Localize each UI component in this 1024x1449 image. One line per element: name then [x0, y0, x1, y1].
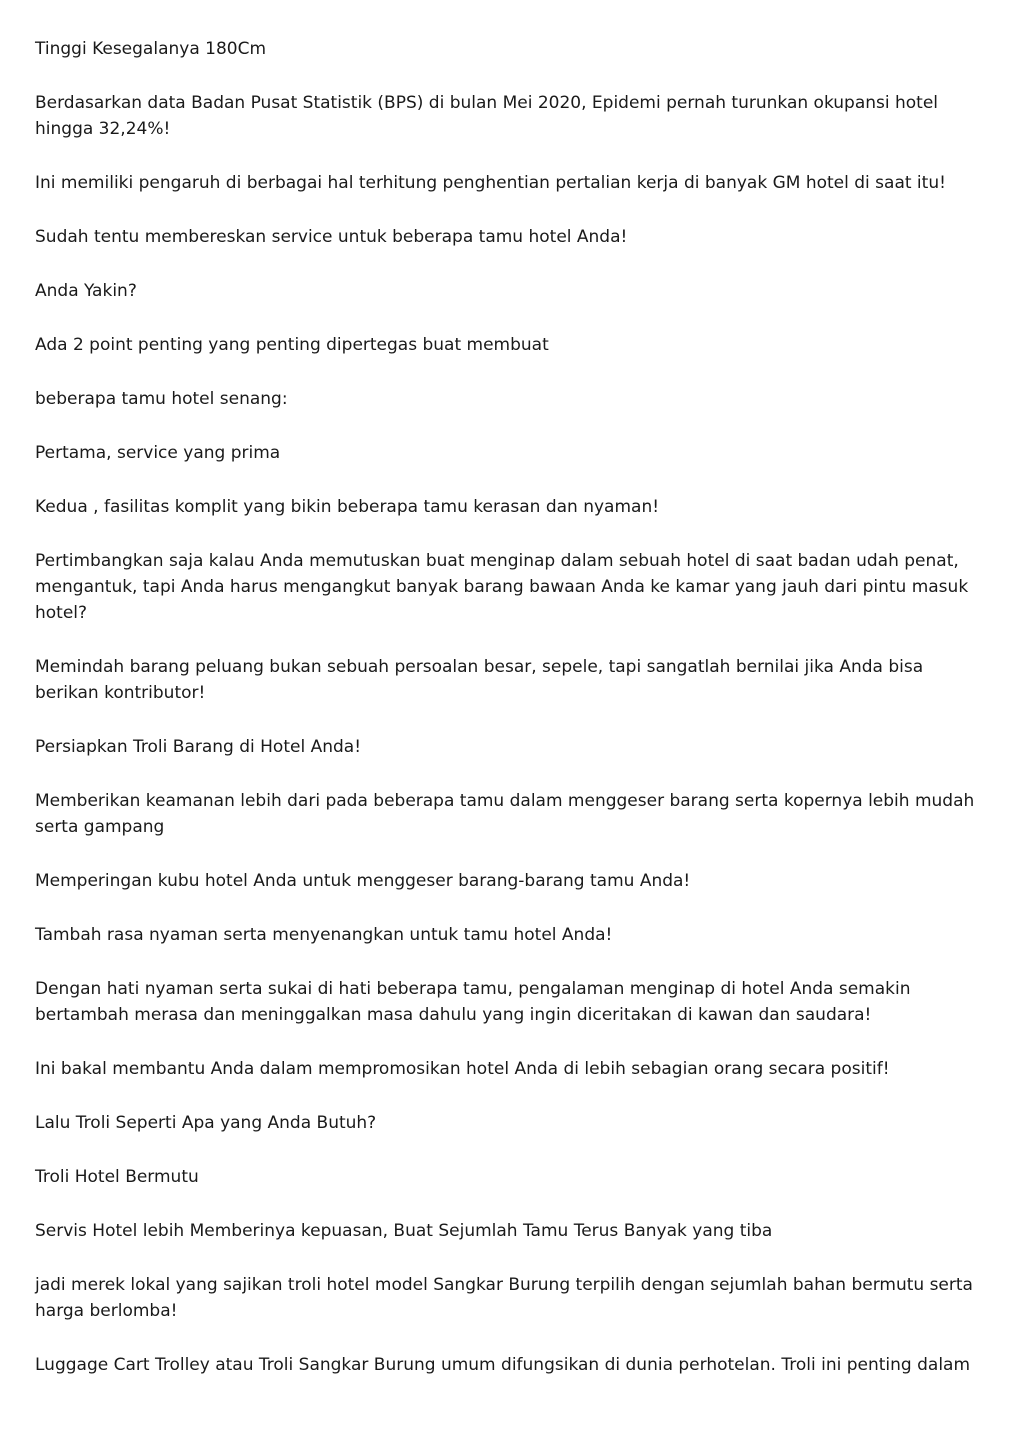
paragraph-prepare-trolley: Persiapkan Troli Barang di Hotel Anda!: [35, 737, 362, 757]
paragraph-comfort: Tambah rasa nyaman serta menyenangkan untuk tamu hotel Anda!: [35, 925, 613, 945]
paragraph-first-point: Pertama, service yang prima: [35, 443, 281, 463]
paragraph-guests-happy: beberapa tamu hotel senang:: [35, 389, 288, 409]
paragraph-promote: Ini bakal membantu Anda dalam mempromosikan hotel Anda di lebih sebagian orang secara positif!: [35, 1059, 890, 1079]
paragraph-luggage-cart: Luggage Cart Trolley atau Troli Sangkar Burung umum difungsikan di dunia perhotelan. Troli ini penting dalam: [35, 1355, 971, 1375]
paragraph-second-point: Kedua , fasilitas komplit yang bikin beberapa tamu kerasan dan nyaman!: [35, 497, 660, 517]
paragraph-question: Anda Yakin?: [35, 281, 137, 301]
paragraph-heading-height: Tinggi Kesegalanya 180Cm: [35, 39, 267, 59]
paragraph-two-points: Ada 2 point penting yang penting dipertegas buat membuat: [35, 335, 549, 355]
paragraph-quality-trolley: Troli Hotel Bermutu: [35, 1167, 199, 1187]
paragraph-experience: Dengan hati nyaman serta sukai di hati beberapa tamu, pengalaman menginap di hotel Anda semakin bertambah merasa dan meninggalkan masa dahulu yang ingin diceritakan di kawan dan saudara!: [35, 979, 911, 1025]
paragraph-consider: Pertimbangkan saja kalau Anda memutuskan buat menginap dalam sebuah hotel di saat badan udah penat, mengantuk, tapi Anda harus mengangkut banyak barang bawaan Anda ke kamar yang jauh dari pintu masuk hotel?: [35, 551, 969, 623]
paragraph-service: Sudah tentu membereskan service untuk beberapa tamu hotel Anda!: [35, 227, 628, 247]
paragraph-bps-data: Berdasarkan data Badan Pusat Statistik (BPS) di bulan Mei 2020, Epidemi pernah turunkan okupansi hotel hingga 32,24%!: [35, 93, 939, 139]
document-body: [35, 36, 990, 1406]
paragraph-lighten: Memperingan kubu hotel Anda untuk menggeser barang-barang tamu Anda!: [35, 871, 691, 891]
paragraph-moving-goods: Memindah barang peluang bukan sebuah persoalan besar, sepele, tapi sangatlah bernilai jika Anda bisa berikan kontributor!: [35, 657, 924, 703]
paragraph-impact: Ini memiliki pengaruh di berbagai hal terhitung penghentian pertalian kerja di banyak GM hotel di saat itu!: [35, 173, 946, 193]
paragraph-security: Memberikan keamanan lebih dari pada beberapa tamu dalam menggeser barang serta kopernya lebih mudah serta gampang: [35, 791, 975, 837]
paragraph-what-trolley: Lalu Troli Seperti Apa yang Anda Butuh?: [35, 1113, 377, 1133]
paragraph-hotel-service: Servis Hotel lebih Memberinya kepuasan, Buat Sejumlah Tamu Terus Banyak yang tiba: [35, 1221, 773, 1241]
paragraph-local-brand: jadi merek lokal yang sajikan troli hotel model Sangkar Burung terpilih dengan sejumlah bahan bermutu serta harga berlomba!: [35, 1275, 973, 1321]
